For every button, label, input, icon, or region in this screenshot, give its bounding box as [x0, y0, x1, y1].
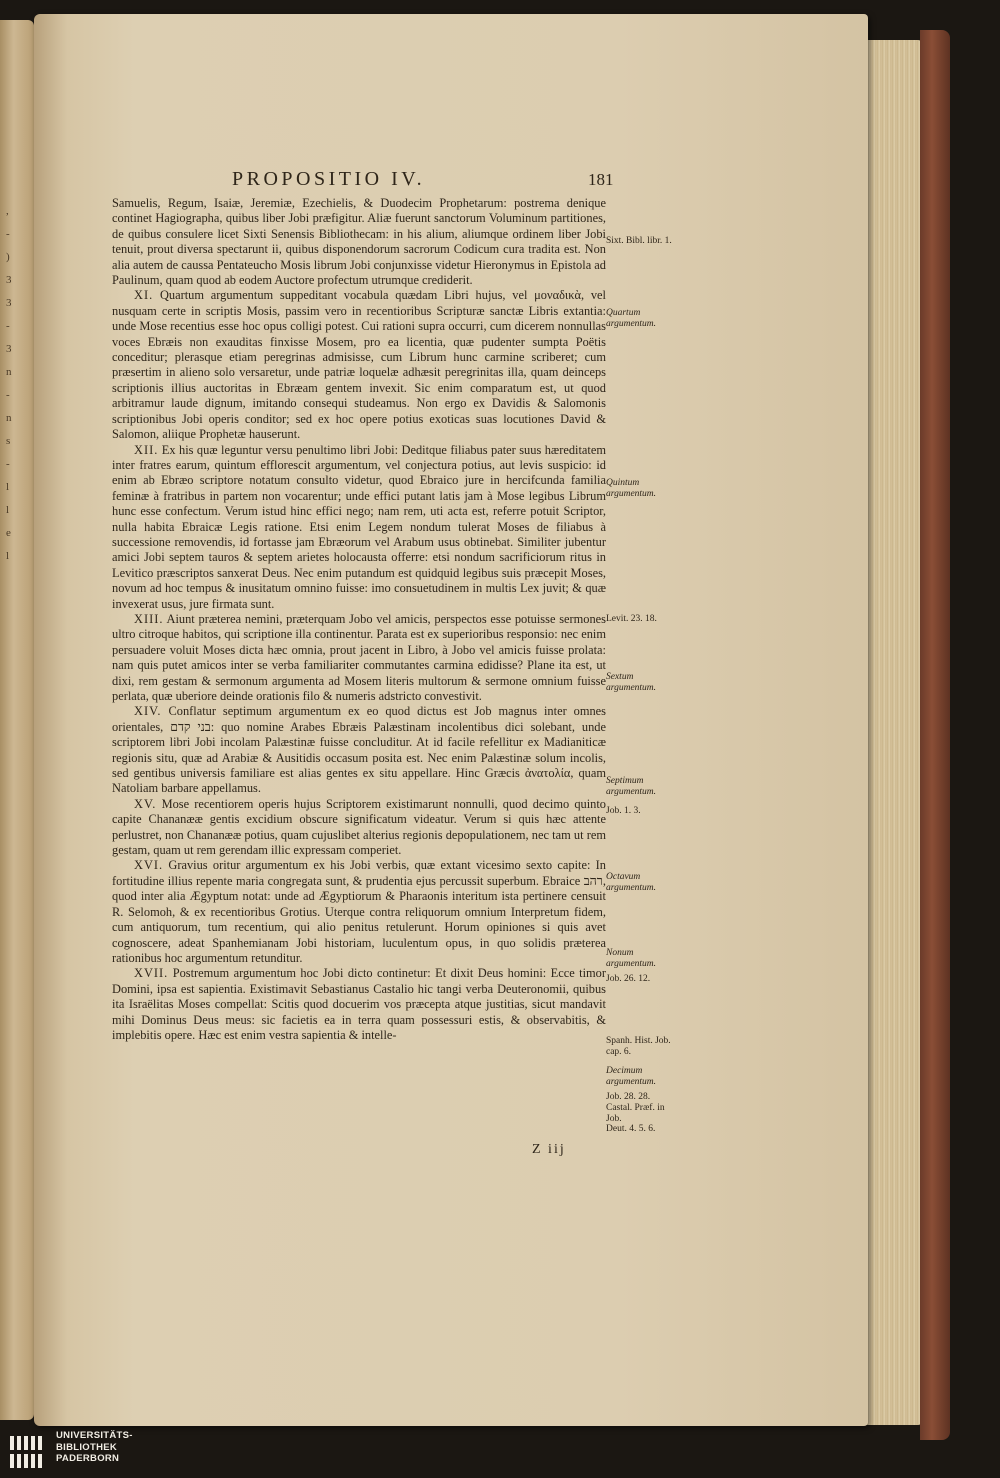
paragraph-text: Ex his quæ leguntur versu penultimo libri Jobi: Deditque filiabus pater suus hæreditatem inter fratres earum, quintum efflorescit argumentum, vel conjectura potius, aut levis suspicio: id enim ab Ebræo scriptore notatum consulto videtur, quod Ebraico jure in hercifcunda familia feminæ à fratribus in partem non vocarentur; unde effici putant latis jam à Mose legibus Librum hunc esse confectum. Verum istud hinc effici nego; nam rem, uti acta est, referre potuit Scriptor, nulla habita Ebraicæ Legis ratione. Etsi enim Legem nondum tulerat Moses de filiabus à successione removendis, id fortasse jam Ebræorum vel Arabum usus obtinebat. Similiter jubentur amici Jobi septem tauros & septem arietes holocausta offerre: etsi nondum sacrificiorum ritus in Levitico præscriptos sanxerat Deus. Nec enim putandum est quidquid legibus suis præcepit Moses, novum ad hoc tempus & inusitatum omnino fuisse: imo consuetudinem in multis Lex juvit; & quæ invexerat usus, jure firmata sunt. [112, 442, 606, 611]
margin-note: Octavum argumentum. [606, 872, 657, 893]
margin-note: Sextum argumentum. [606, 672, 657, 693]
paragraph [112, 443, 606, 612]
university-library-logo-icon [8, 1432, 50, 1472]
page-number: 181 [588, 170, 614, 189]
paragraph [112, 966, 606, 1043]
paragraph-text: Mose recentiorem operis hujus Scriptorem existimarunt nonnulli, quod decimo quinto capite Chananææ gentis excidium obscure significatum videatur. Verum si quis hæc attente perlustret, non Chananææ potius, quam cujuslibet alterius regionis depopulationem, nec tam ut rem gestam, quam ut rem gerendam illic expressam comperiet. [112, 796, 606, 858]
paragraph-text: Samuelis, Regum, Isaiæ, Jeremiæ, Ezechielis, & Duodecim Prophetarum: postrema denique continet Hagiographa, quibus liber Jobi præfigitur. Aliæ fuerunt sanctorum Voluminum partitiones, de quibus consulere licet Sixti Senensis Bibliothecam: in his alium, aliumque ordinem liber Jobi tenuit, prout diversa spectarunt ii, quibus disponendorum sacrorum Codicum cura tradita est. Non alia autem de caussa Pentateucho Mosis librum Jobi conjunxisse videtur Hieronymus in Epistola ad Paulinum, quam quod ab eodem Auctore profectum utrumque crediderit. [112, 196, 606, 288]
paragraph [112, 797, 606, 859]
margin-note: Sixt. Bibl. libr. 1. [606, 236, 672, 246]
section-number: XIII. [134, 611, 164, 626]
section-number: XVII. [134, 966, 169, 981]
section-number: XIV. [134, 704, 162, 719]
margin-note: Decimum argumentum. [606, 1066, 657, 1087]
paragraph [112, 288, 606, 442]
section-number: XVI. [134, 858, 164, 873]
margin-note: Quartum argumentum. [606, 308, 657, 329]
running-head: PROPOSITIO IV. [232, 168, 426, 190]
margin-note: Job. 28. 28. Castal. Præf. in Job. [606, 1092, 665, 1124]
paragraph [112, 612, 606, 704]
paragraph-text: Gravius oritur argumentum ex his Jobi verbis, quæ extant vicesimo sexto capite: In fortitudine illius repente maria congregata sunt, & prudentia ejus percussit superbum. Ebraice רהב, quod inter alia Ægyptum notat: unde ad Ægyptiorum & Pharaonis interitum ista pertinere censuit R. Selomoh, & ex recentioribus Grotius. Uterque contra reliquorum omnium Interpretum fidem, cum antiquorum, tum recentium, qui alio penitus retulerunt. Horum opiniones si quis avet cognoscere, adeat Spanhemianam Jobi historiam, luculentum opus, in quo solidis præterea rationibus hoc argumentum retunditur. [112, 858, 606, 965]
margin-note: Deut. 4. 5. 6. [606, 1124, 656, 1134]
book-cover-edge [920, 30, 950, 1440]
margin-note: Spanh. Hist. Job. cap. 6. [606, 1036, 671, 1057]
margin-note: Quintum argumentum. [606, 478, 657, 499]
paragraph-text: Postremum argumentum hoc Jobi dicto continetur: Et dixit Deus homini: Ecce timor Domini, ipsa est sapientia. Existimavit Sebastianus Castalio hic tangi verba Deuteronomii, quibus ita Israëlitas Moses compellat: Scitis quod docuerim vos præcepta atque justitias, sicut mandavit mihi Dominus Deus meus: sic facietis ea in terra quam possessuri estis, & observabitis, & implebitis opere. Hæc est enim vestra sapientia & intelle- [112, 966, 606, 1042]
section-number: XV. [134, 796, 157, 811]
logo-line: BIBLIOTHEK [56, 1441, 118, 1453]
logo-line: UNIVERSITÄTS- [56, 1430, 133, 1441]
section-number: XI. [134, 288, 154, 303]
paragraph [112, 196, 606, 288]
logo-line: PADERBORN [56, 1453, 120, 1464]
library-logo-text [56, 1430, 133, 1465]
paragraph-text: Quartum argumentum suppeditant vocabula quædam Libri hujus, vel μοναδικὰ, vel nusquam certe in scriptis Mosis, passim vero in recentioribus Scripturæ sanctæ Libris extantia: unde Mose recentius esse hoc opus colligi potest. Cui rationi supra occurri, cum dicerem nonnullas voces Ebræis non exauditas finxisse Mosem, pro ea licentia, quæ pudenter sumpta Poëtis conceditur; plerasque etiam peregrinas admisisse, cum Librum hunc carmine scriberet; cum præsertim in alieno solo versaretur, unde patriæ loquelæ adhæsit peregrinitas illa, quam deinceps scriptionis illius auctoritas in Ebræam gentem invexit. Sic enim comparatum est, ut quod arbitramur laude dignum, imitando consequi studeamus. Non ergo ex Davidis & Salomonis scriptionibus Jobi operis conditor; sed ex hoc opere potius exoticas suas locutiones David & Salomon, aliique Prophetæ hauserunt. [112, 288, 606, 442]
margin-note: Nonum argumentum. [606, 948, 657, 969]
paragraph [112, 704, 606, 796]
margin-note: Septimum argumentum. [606, 776, 657, 797]
body-text [112, 196, 606, 1043]
signature-mark: Z iij [532, 1142, 566, 1157]
book-page-edges [866, 40, 922, 1425]
margin-note: Job. 1. 3. [606, 806, 641, 816]
margin-note: Levit. 23. 18. [606, 614, 657, 624]
paragraph-text: Aiunt præterea nemini, præterquam Jobo vel amicis, perspectos esse potuisse sermones ultro citroque habitos, qui scriptione illa continentur. Parata est ex superioribus responsio: nec enim persuadere voluit Moses dicta hæc omnia, prout jacent in Libro, à Jobo vel amicis fuisse prolata: nam quis putet amicos inter se verba familiariter commutantes carmina edidisse? Plane ita est, ut dixi, rem gestam & sermonum argumenta ad Mosem literis multorum & sermone omnium fuisse perlata, quæ uberiore deinde orationis filo & numeris adstricto convestivit. [112, 611, 606, 703]
library-logo [4, 1426, 164, 1474]
left-page-edge-text: , - ) 3 3 - 3 n - n s - l l e l [6, 205, 12, 562]
paragraph [112, 858, 606, 966]
margin-note: Job. 26. 12. [606, 974, 651, 984]
section-number: XII. [134, 442, 159, 457]
left-facing-page [0, 20, 34, 1420]
paragraph-text: Conflatur septimum argumentum ex eo quod dictus est Job magnus inter omnes orientales, בני קדם: quo nomine Arabes Ebræis Palæstinam incolentibus dici solebant, unde scriptorem libri Jobi incolam Palæstinæ fuisse concluditur. At id facile refellitur ex Madianiticæ regionis situ, quæ ad Arabiæ & Ausitidis occasum posita est. Nec enim Palæstinæ solum incolis, sed gentibus universis familiare est alias gentes ex situ appellare. Hinc Græcis ἀνατολία, quam Natoliam barbare appellamus. [112, 704, 606, 796]
